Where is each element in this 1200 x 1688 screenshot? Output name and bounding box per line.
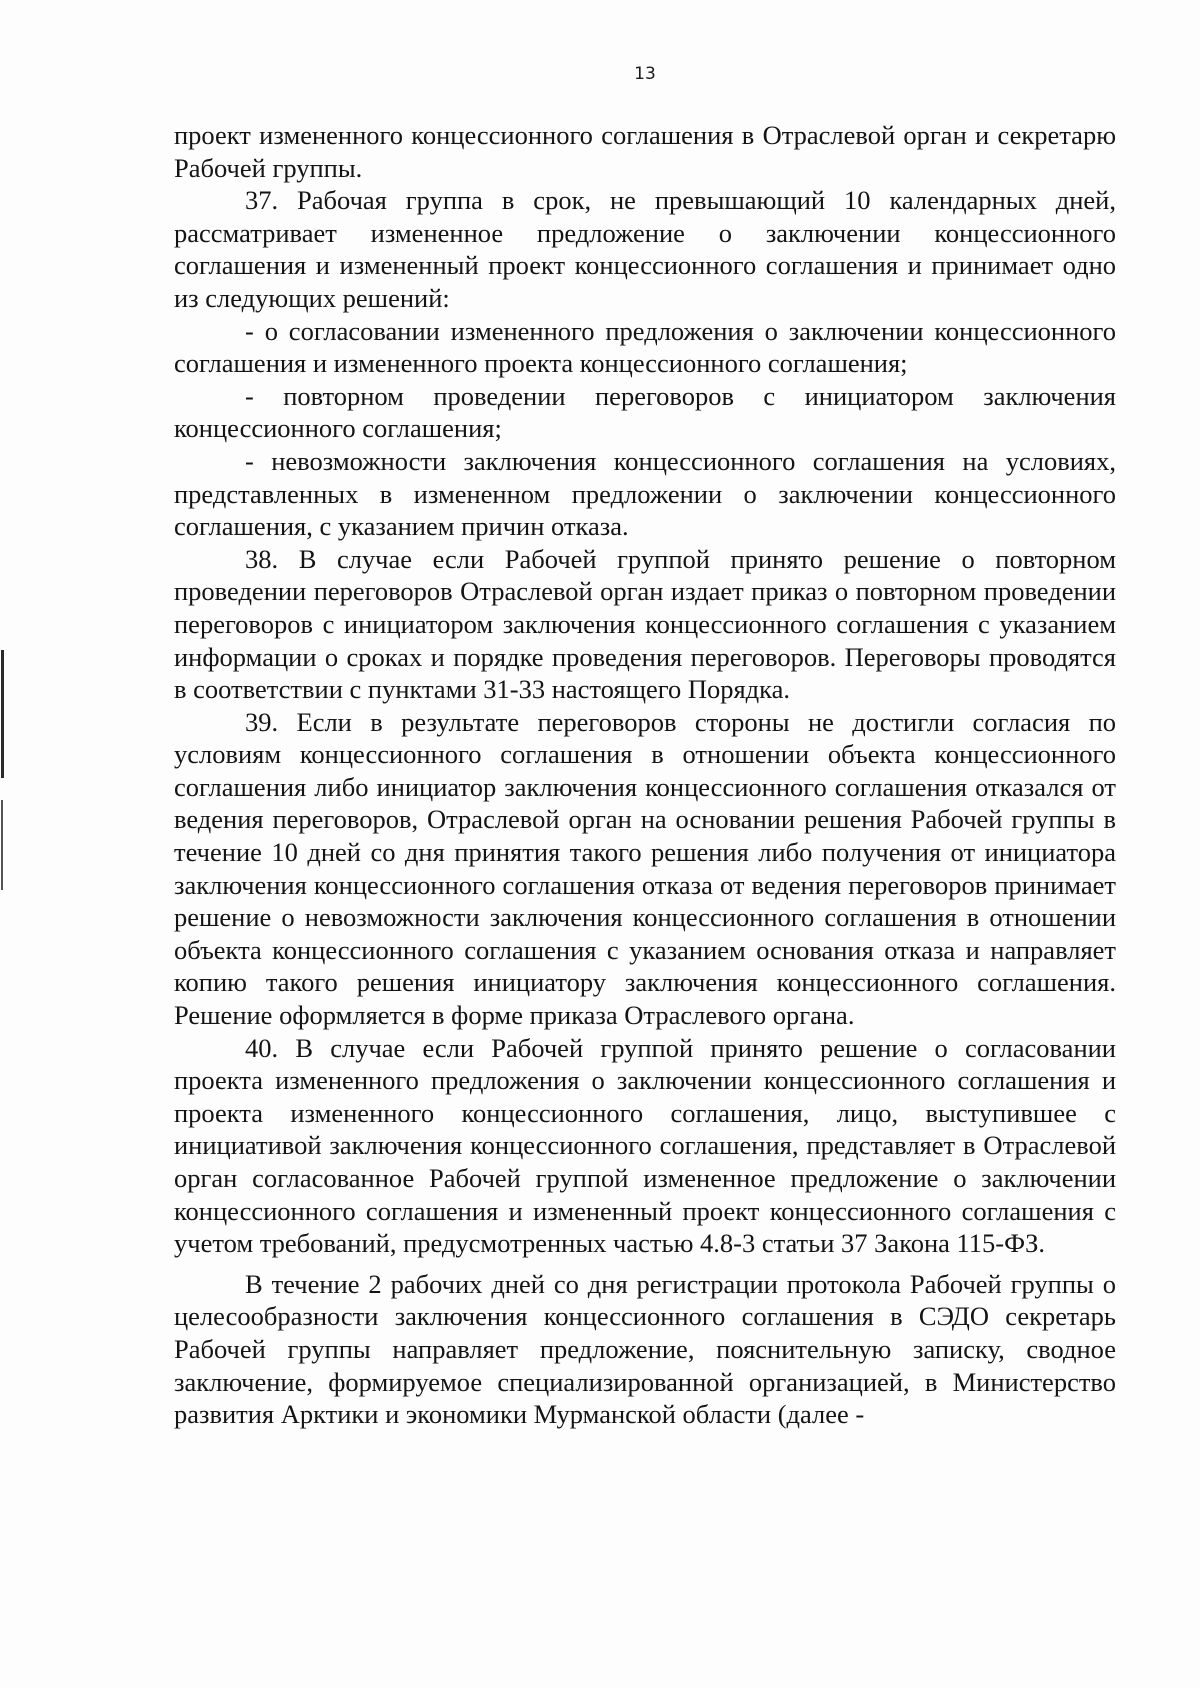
paragraph-option-renegotiate: - повторном проведении переговоров с инициатором заключения концессионного соглашения; xyxy=(174,380,1116,444)
paragraph-item-37: 37. Рабочая группа в срок, не превышающий 10 календарных дней, рассматривает измененное предложение о заключении концессионного соглашения и измененный проект концессионного соглашения и принимает одно из следующих решений: xyxy=(174,185,1116,313)
paragraph-option-refuse: - невозможности заключения концессионного соглашения на условиях, представленных в измененном предложении о заключении концессионного соглашения, с указанием причин отказа. xyxy=(174,445,1116,542)
paragraph-item-38: 38. В случае если Рабочей группой принято решение о повторном проведении переговоров Отраслевой орган издает приказ о повторном проведении переговоров с инициатором заключения концессионного соглашения с указанием информации о сроках и порядке проведения переговоров. Переговоры проводятся в соответствии с пунктами 31-33 настоящего Порядка. xyxy=(174,543,1116,705)
scan-edge-mark xyxy=(1,800,3,890)
document-body xyxy=(174,119,1116,1431)
paragraph-registration: В течение 2 рабочих дней со дня регистрации протокола Рабочей группы о целесообразности заключения концессионного соглашения в СЭДО секретарь Рабочей группы направляет предложение, пояснительную записку, сводное заключение, формируемое специализированной организацией, в Министерство развития Арктики и экономики Мурманской области (далее - xyxy=(174,1268,1116,1430)
scan-edge-mark xyxy=(1,650,4,778)
paragraph-item-40: 40. В случае если Рабочей группой принято решение о согласовании проекта измененного предложения о заключении концессионного соглашения и проекта измененного концессионного соглашения, лицо, выступившее с инициативой заключения концессионного соглашения, представляет в Отраслевой орган согласованное Рабочей группой измененное предложение о заключении концессионного соглашения и измененный проект концессионного соглашения с учетом требований, предусмотренных частью 4.8-3 статьи 37 Закона 115-ФЗ. xyxy=(174,1032,1116,1259)
page-number: 13 xyxy=(634,64,656,84)
paragraph-item-39: 39. Если в результате переговоров стороны не достигли согласия по условиям концессионного соглашения в отношении объекта концессионного соглашения либо инициатор заключения концессионного соглашения отказался от ведения переговоров, Отраслевой орган на основании решения Рабочей группы в течение 10 дней со дня принятия такого решения либо получения от инициатора заключения концессионного соглашения отказа от ведения переговоров принимает решение о невозможности заключения концессионного соглашения в отношении объекта концессионного соглашения с указанием основания отказа и направляет копию такого решения инициатору заключения концессионного соглашения. Решение оформляется в форме приказа Отраслевого органа. xyxy=(174,706,1116,1031)
paragraph-continuation: проект измененного концессионного соглашения в Отраслевой орган и секретарю Рабочей группы. xyxy=(174,120,1116,183)
paragraph-option-approve: - о согласовании измененного предложения о заключении концессионного соглашения и измененного проекта концессионного соглашения; xyxy=(174,315,1116,379)
